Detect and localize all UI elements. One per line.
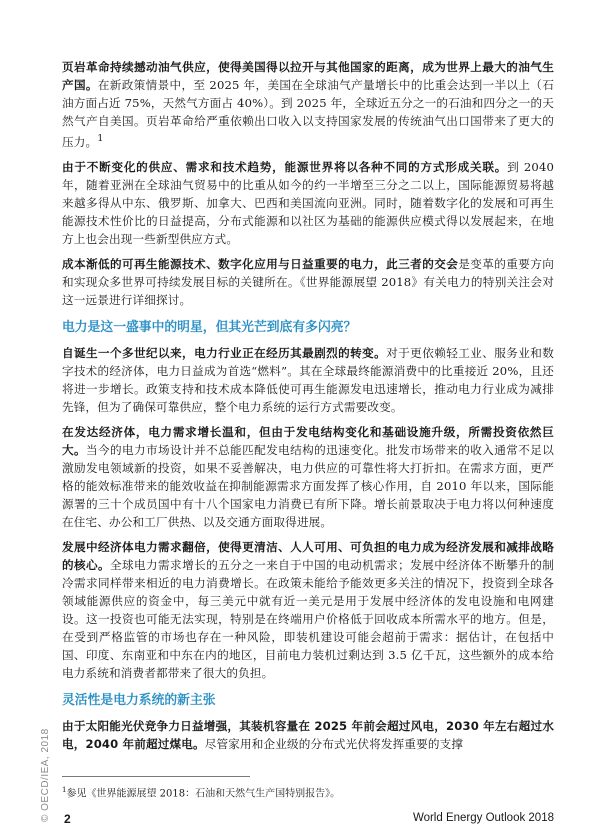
paragraph-energy-connections (62, 158, 554, 248)
paragraph-body: 对于更依赖轻工业、服务业和数字技术的经济体，电力日益成为首选“燃料”。其在全球最终能源消费中的比重接近 20%，且还将进一步增长。政策支持和技术成本降低使可再生能源发电迅速增长，推动电力行业成为减排先锋，但为了确保可靠供应，整个电力系统的运行方式需要改变。 (62, 345, 554, 414)
paragraph-lead: 由于太阳能光伏竞争力日益增强，其装机容量在 2025 年前会超过风电，2030 年左右超过水电，2040 年前超过煤电。 (62, 718, 554, 751)
paragraph-advanced-economies (62, 423, 554, 531)
paragraph-lead: 由于不断变化的供应、需求和技术趋势，能源世界将以各种不同的方式形成关联。 (62, 159, 508, 174)
paragraph-renewables-digital (62, 255, 554, 309)
paragraph-lead: 成本渐低的可再生能源技术、数字化应用与日益重要的电力，此三者的交会 (62, 256, 459, 271)
paragraph-body: 到 2040 年，随着亚洲在全球油气贸易中的比重从如今的约一半增至三分之二以上，国际能源贸易将越来越多得从中东、俄罗斯、加拿大、巴西和美国流向亚洲。同时，随着数字化的发展和可再生能源技术性价比的日益提高，分布式能源和以社区为基础的能源供应模式得以发展起来，在地方上也会出现一些新型供应方式。 (62, 159, 555, 246)
report-title-footer: World Energy Outlook 2018 (412, 812, 554, 824)
paragraph-lead: 发展中经济体电力需求翻倍，使得更清洁、人人可用、可负担的电力成为经济发展和减排战略的核心。 (62, 539, 554, 572)
paragraph-solar-pv (62, 717, 554, 753)
paragraph-body: 是变革的重要方向和实现众多世界可持续发展目标的关键所在。《世界能源展望 2018》有关电力的特别关注会对这一远景进行详细探讨。 (62, 256, 555, 307)
paragraph-body: 全球电力需求增长的五分之一来自于中国的电动机需求；发展中经济体不断攀升的制冷需求同样带来相近的电力消费增长。在政策未能给予能效更多关注的情况下，投资到全球各领域能源供应的资金中，每三美元中就有近一美元是用于发展中经济体的发电设施和电网建设。这一投资也可能无法实现，特别是在终端用户价格低于回收成本所需水平的地方。但是，在受到严格监管的市场也存在一种风险，即装机建设可能会超前于需求：据估计，在包括中国、印度、东南亚和中东在内的地区，目前电力装机过剩达到 3.5 亿千瓦，这些额外的成本给电力系统和消费者都带来了很大的负担。 (62, 557, 554, 680)
main-content (62, 58, 554, 760)
paragraph-body: 当今的电力市场设计并不总能匹配发电结构的迅速变化。批发市场带来的收入通常不足以激励发电领域新的投资，如果不妥善解决，电力供应的可靠性将大打折扣。在需求方面，更严格的能效标准带来的能效收益在抑制能源需求方面发挥了核心作用，自 2010 年以来，国际能源署的三十个成员国中有十八个国家电力消费已有所下降。增长前景取决于电力将以何种速度在住宅、办公和工厂供热、以及交通方面取得进展。 (62, 442, 554, 529)
page-number: 2 (64, 812, 71, 826)
paragraph-lead: 自诞生一个多世纪以来，电力行业正在经历其最剧烈的转变。 (62, 345, 387, 360)
footnote (62, 783, 554, 801)
footnote-reference[interactable]: 1 (97, 133, 104, 144)
paragraph-body: 尽管家用和企业级的分布式光伏将发挥重要的支撑 (204, 736, 464, 751)
copyright-notice: © OECD/IEA, 2018 (40, 728, 51, 822)
paragraph-shale-revolution (62, 58, 554, 151)
footnote-divider (62, 776, 250, 777)
paragraph-developing-economies (62, 538, 554, 682)
paragraph-body: 在新政策情景中，至 2025 年，美国在全球油气产量增长中的比重会达到一半以上（石油方面占近 75%，天然气方面占 40%）。到 2025 年，全球近五分之一的石油和四分之一的天然气产自美国。页岩革命给严重依赖出口收入以支持国家发展的传统油气出口国带来了更大的压力。 (62, 78, 554, 149)
paragraph-power-transformation (62, 344, 554, 416)
footnote-text: 参见《世界能源展望 2018：石油和天然气生产国特别报告》。 (66, 788, 341, 800)
footnote-mark: 1 (62, 786, 67, 794)
section-heading-electricity: 电力是这一盛事中的明星，但其光芒到底有多闪亮？ (62, 319, 357, 335)
paragraph-lead: 在发达经济体，电力需求增长温和，但由于发电结构变化和基础设施升级，所需投资依然巨大。 (62, 424, 554, 457)
section-heading-flexibility: 灵活性是电力系统的新主张 (62, 692, 216, 708)
paragraph-lead: 页岩革命持续撼动油气供应，使得美国得以拉开与其他国家的距离，成为世界上最大的油气生产国。 (62, 60, 554, 92)
